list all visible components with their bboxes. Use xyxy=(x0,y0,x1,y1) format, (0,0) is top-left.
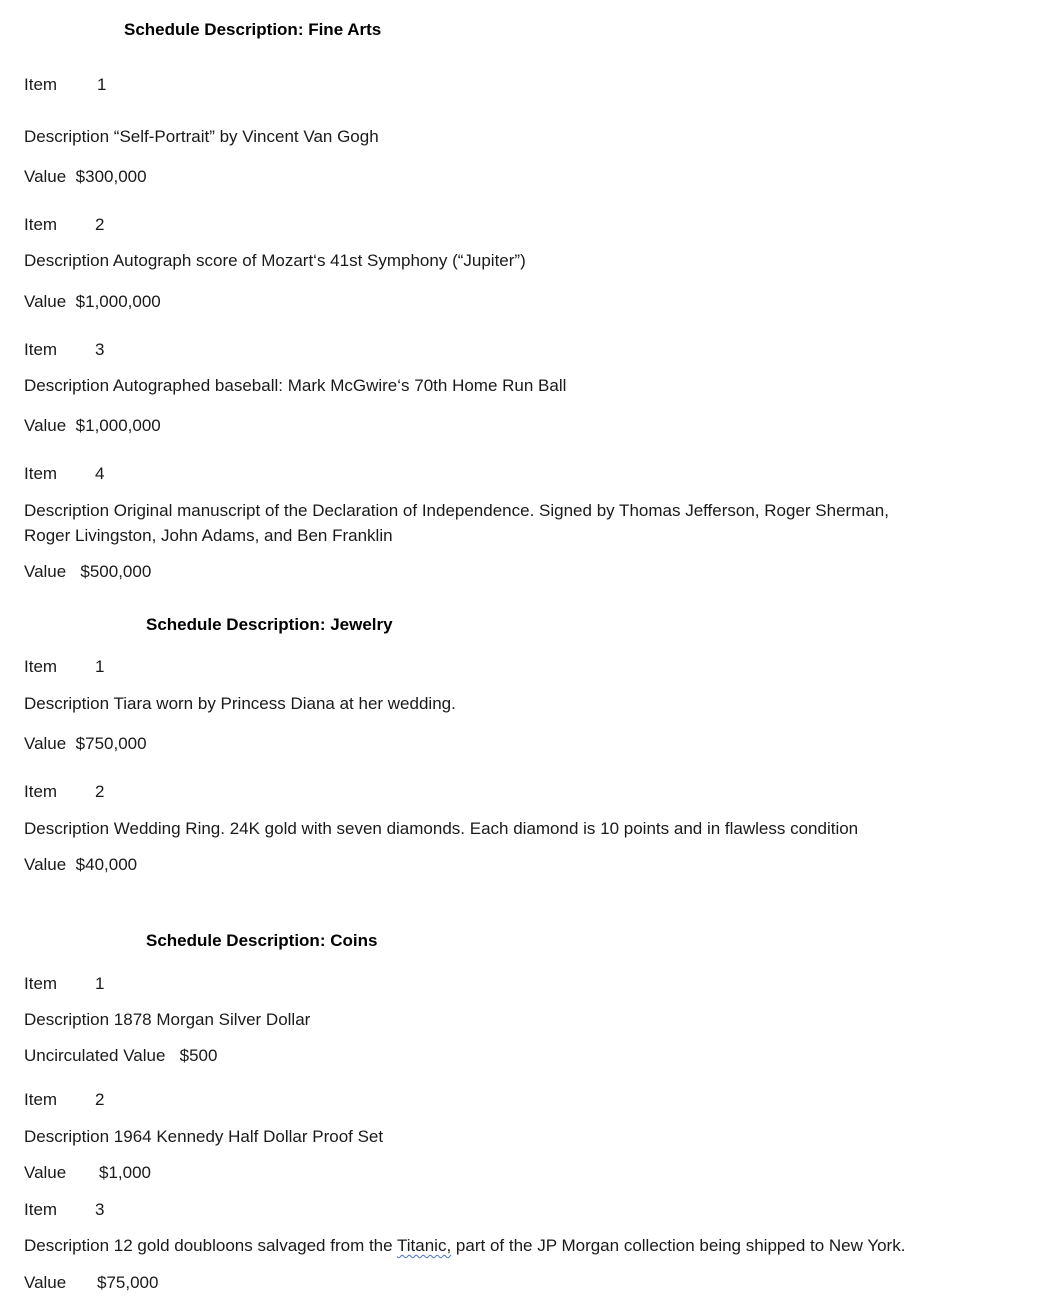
value-line xyxy=(24,1045,217,1067)
item-label: Item xyxy=(24,215,58,234)
description-label: Description xyxy=(24,819,110,838)
item-label: Item xyxy=(24,340,58,359)
value-amount: $500,000 xyxy=(80,562,152,581)
description-line xyxy=(24,126,379,148)
value-line xyxy=(24,415,161,437)
value-line xyxy=(24,561,151,583)
value-amount: $300,000 xyxy=(75,167,147,186)
description-label: Description xyxy=(24,376,110,395)
description-text: Wedding Ring. 24K gold with seven diamonds. Each diamond is 10 points and in flawless condition xyxy=(113,819,859,838)
value-amount: $1,000 xyxy=(99,1163,151,1182)
description-label: Description xyxy=(24,694,110,713)
description-line xyxy=(24,693,456,715)
item-number: 2 xyxy=(95,1090,105,1109)
value-label: Value xyxy=(24,167,67,186)
description-text-start: 12 gold doubloons salvaged from the xyxy=(113,1236,393,1255)
value-label: Value xyxy=(24,1163,67,1182)
description-text: Original manuscript of the Declaration of Independence. Signed by Thomas Jefferson, Roger Sherman, Roger Livingston, John Adams, and Ben Franklin xyxy=(24,501,889,545)
value-label: Value xyxy=(24,734,67,753)
item-label: Item xyxy=(24,75,58,94)
value-line xyxy=(24,291,161,313)
description-line xyxy=(24,1126,383,1148)
description-text: “Self-Portrait” by Vincent Van Gogh xyxy=(113,127,379,146)
description-text: 1878 Morgan Silver Dollar xyxy=(113,1010,311,1029)
item-number: 3 xyxy=(95,340,105,359)
section-heading-coins: Schedule Description: Coins xyxy=(146,931,378,950)
value-label: Uncirculated Value xyxy=(24,1046,166,1065)
description-text: 1964 Kennedy Half Dollar Proof Set xyxy=(113,1127,384,1146)
description-line xyxy=(24,375,566,397)
item-number: 2 xyxy=(95,215,105,234)
item-number: 2 xyxy=(95,782,105,801)
description-line xyxy=(24,1235,905,1257)
item-number: 1 xyxy=(95,974,105,993)
description-label: Description xyxy=(24,1127,110,1146)
description-text: Autographed baseball: Mark McGwire‘s 70th Home Run Ball xyxy=(112,376,567,395)
description-label: Description xyxy=(24,127,110,146)
value-label: Value xyxy=(24,416,67,435)
value-line xyxy=(24,166,147,188)
value-label: Value xyxy=(24,292,67,311)
item-label: Item xyxy=(24,657,58,676)
spellcheck-flagged-word[interactable]: Titanic, xyxy=(397,1236,452,1255)
value-amount: $1,000,000 xyxy=(75,416,161,435)
value-label: Value xyxy=(24,1273,67,1292)
value-amount: $40,000 xyxy=(75,855,138,874)
description-line xyxy=(24,498,924,548)
description-label: Description xyxy=(24,251,110,270)
description-line xyxy=(24,250,526,272)
value-amount: $750,000 xyxy=(75,734,147,753)
description-line xyxy=(24,818,858,840)
description-line xyxy=(24,1009,310,1031)
description-label: Description xyxy=(24,501,110,520)
section-heading-fine-arts: Schedule Description: Fine Arts xyxy=(124,20,382,39)
value-amount: $500 xyxy=(179,1046,218,1065)
item-label: Item xyxy=(24,782,58,801)
value-label: Value xyxy=(24,855,67,874)
section-heading-jewelry: Schedule Description: Jewelry xyxy=(146,615,393,634)
item-number: 4 xyxy=(95,464,105,483)
value-amount: $1,000,000 xyxy=(75,292,161,311)
value-label: Value xyxy=(24,562,67,581)
item-number: 1 xyxy=(97,75,107,94)
item-number: 3 xyxy=(95,1200,105,1219)
description-text: Autograph score of Mozart‘s 41st Symphony (“Jupiter”) xyxy=(112,251,526,270)
item-number: 1 xyxy=(95,657,105,676)
item-label: Item xyxy=(24,1090,58,1109)
description-label: Description xyxy=(24,1010,110,1029)
item-label: Item xyxy=(24,1200,58,1219)
item-label: Item xyxy=(24,974,58,993)
value-line xyxy=(24,733,147,755)
description-label: Description xyxy=(24,1236,110,1255)
description-text: Tiara worn by Princess Diana at her wedding. xyxy=(113,694,456,713)
value-amount: $75,000 xyxy=(97,1273,159,1292)
item-label: Item xyxy=(24,464,58,483)
description-text-end: part of the JP Morgan collection being shipped to New York. xyxy=(455,1236,906,1255)
value-line xyxy=(24,854,137,876)
